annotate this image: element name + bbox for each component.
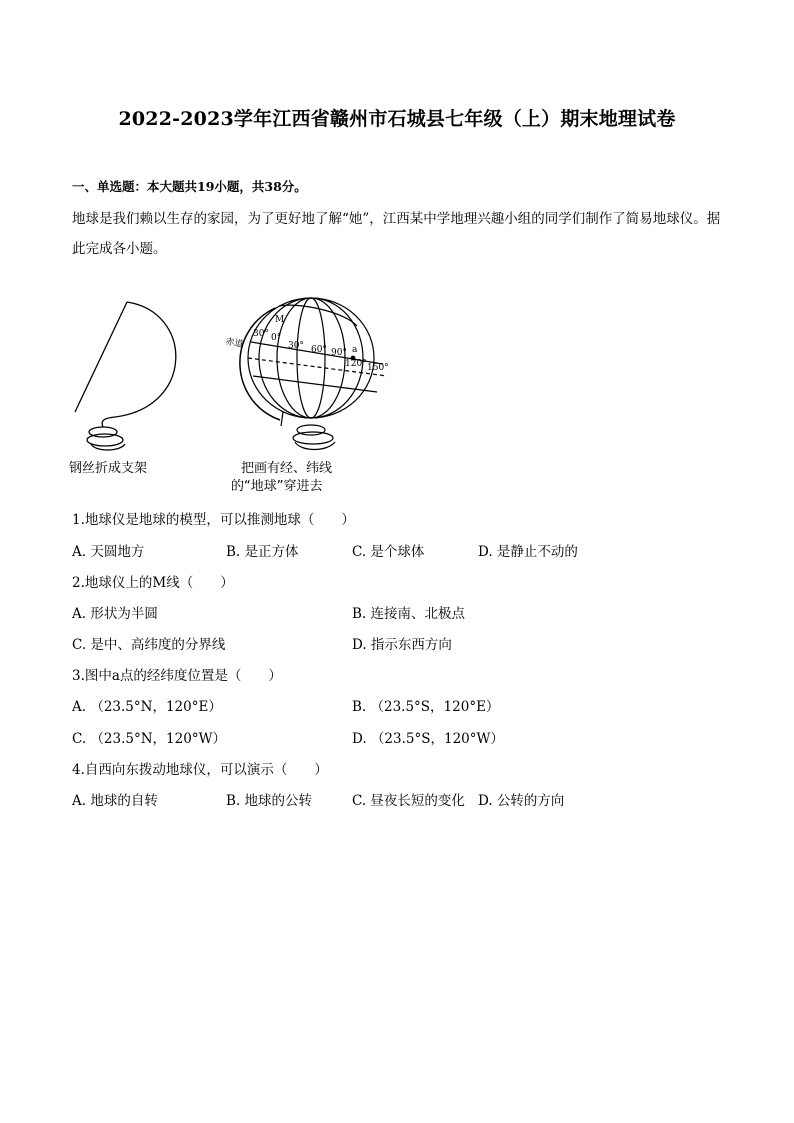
q4-option-a: A. 地球的自转	[72, 793, 158, 809]
caption-globe-line1: 把画有经、纬线	[241, 461, 333, 476]
q3-option-c: C. （23.5°N，120°W）	[72, 731, 226, 747]
q4-option-b: B. 地球的公转	[226, 793, 313, 809]
globe-diagram	[55, 292, 415, 497]
q3-option-d: D. （23.5°S，120°W）	[352, 731, 504, 747]
question-2-stem: 2.地球仪上的M线（ ）	[72, 575, 234, 591]
q1-option-d: D. 是静止不动的	[478, 544, 578, 560]
label-m: M	[275, 315, 285, 325]
q3-option-a: A. （23.5°N，120°E）	[72, 699, 222, 715]
section-heading: 一、单选题：本大题共19小题，共38分。	[72, 179, 307, 194]
intro-paragraph: 地球是我们赖以生存的家园，为了更好地了解“她”，江西某中学地理兴趣小组的同学们制作了简易地球仪。据此完成各小题。	[72, 211, 721, 257]
exam-title: 2022-2023学年江西省赣州市石城县七年级（上）期末地理试卷	[118, 108, 676, 130]
question-3-stem: 3.图中a点的经纬度位置是（ ）	[72, 668, 282, 684]
question-1-stem: 1.地球仪是地球的模型，可以推测地球（ ）	[72, 512, 355, 528]
caption-globe-line2: 的“地球”穿进去	[231, 479, 323, 494]
caption-wire-stand: 钢丝折成支架	[69, 461, 148, 476]
q1-option-b: B. 是正方体	[226, 544, 299, 560]
q4-option-d: D. 公转的方向	[478, 793, 565, 809]
lon-label: 120°	[345, 359, 367, 369]
label-equator: 赤道	[224, 337, 244, 351]
q1-option-a: A. 天圆地方	[72, 544, 145, 560]
lon-label: 90°	[331, 348, 347, 358]
q2-option-d: D. 指示东西方向	[352, 637, 452, 653]
q2-option-c: C. 是中、高纬度的分界线	[72, 637, 226, 653]
q3-option-b: B. （23.5°S，120°E）	[352, 699, 500, 715]
lon-label: 150°	[367, 363, 389, 373]
wire-stand-drawing	[75, 302, 176, 450]
lon-label: 30°	[288, 341, 304, 351]
globe-drawing	[240, 298, 387, 450]
question-4-stem: 4.自西向东拨动地球仪，可以演示（ ）	[72, 762, 328, 778]
q2-option-b: B. 连接南、北极点	[352, 606, 466, 622]
lon-label: 60°	[311, 345, 327, 355]
globe-figure	[55, 292, 415, 497]
label-point-a: a	[352, 345, 358, 355]
q1-option-c: C. 是个球体	[352, 544, 425, 560]
q2-option-a: A. 形状为半圆	[72, 606, 158, 622]
q4-option-c: C. 昼夜长短的变化	[352, 793, 465, 809]
lon-label: 0°	[271, 333, 282, 343]
lon-label: 30°	[253, 329, 269, 339]
